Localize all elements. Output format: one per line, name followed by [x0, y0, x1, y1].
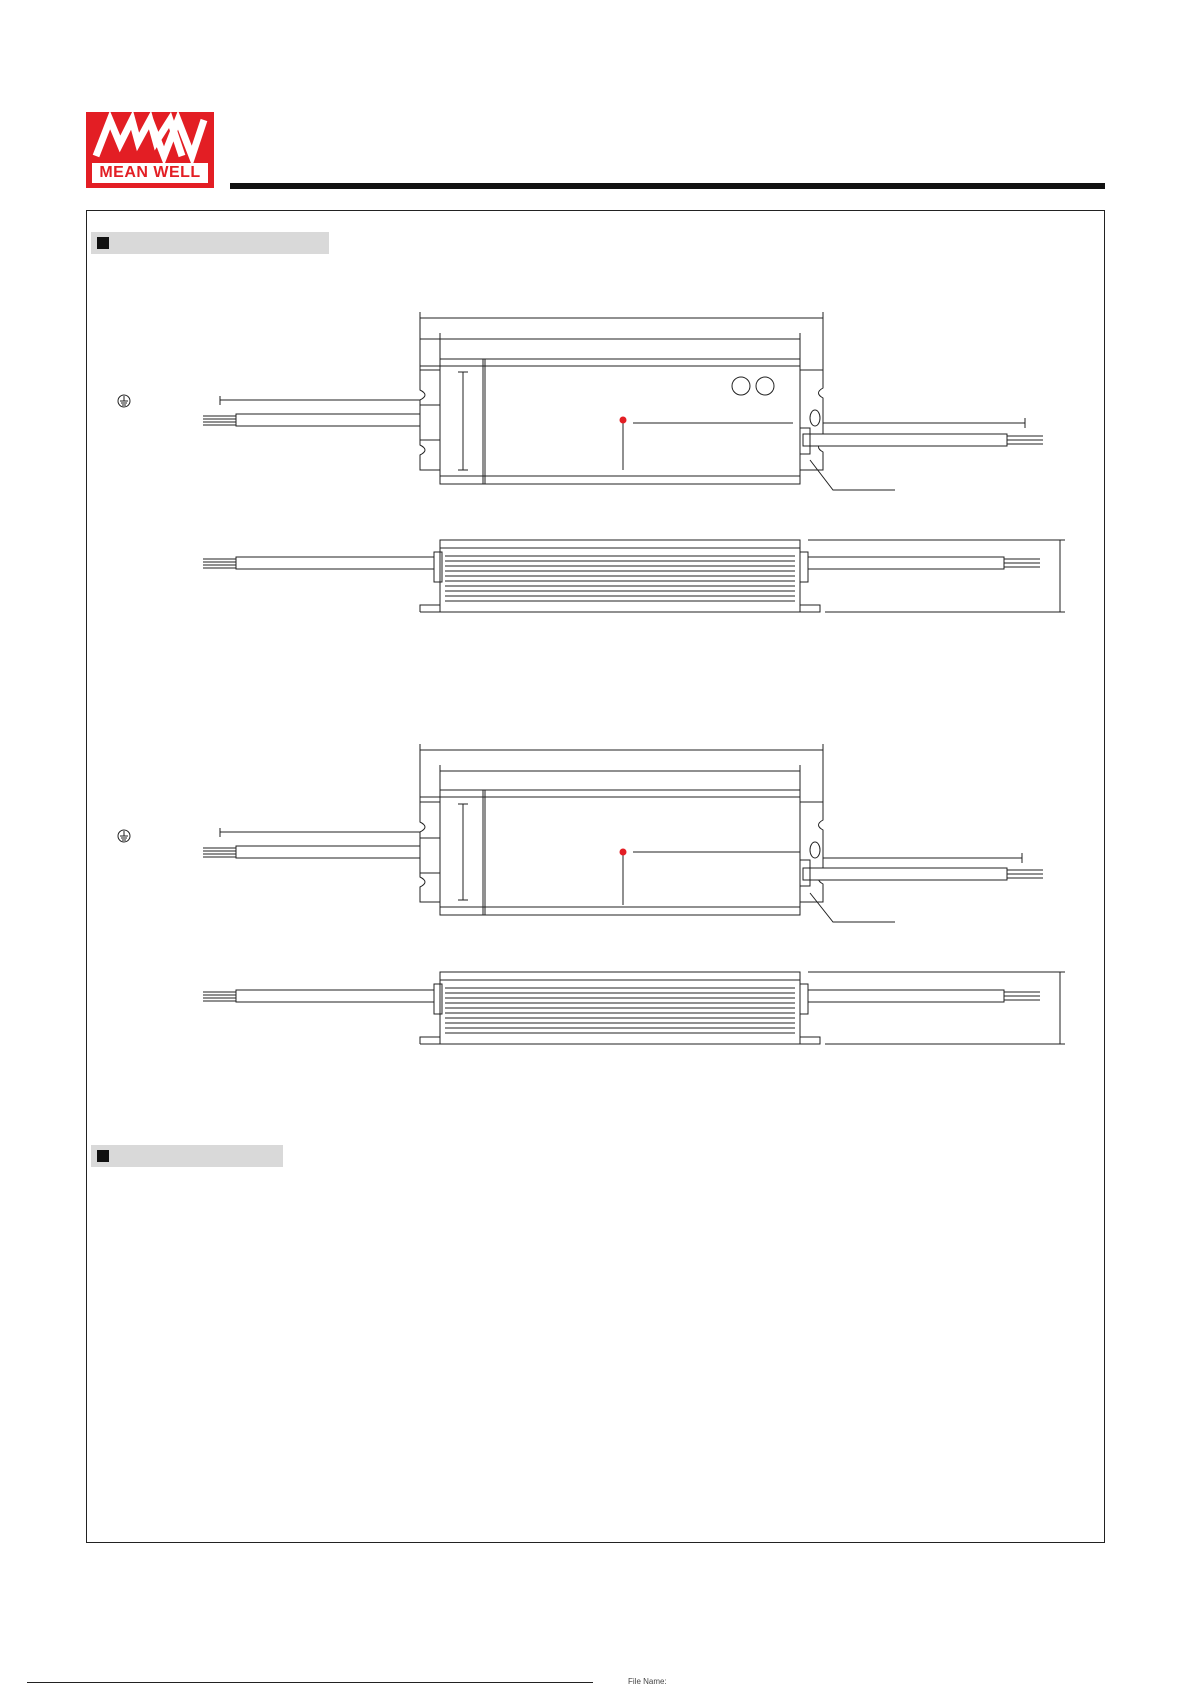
footer-rule: [27, 1682, 593, 1683]
logo-text: MEAN WELL: [92, 163, 208, 183]
footer-file-name: File Name:: [628, 1677, 667, 1686]
drawing-1-top-view: [118, 312, 1043, 490]
drawing-1-side-view: [203, 540, 1065, 612]
drawing-2-side-view: [203, 972, 1065, 1044]
drawing-2-top-view: [118, 744, 1043, 922]
center-of-gravity-dot-1: [620, 417, 627, 424]
center-of-gravity-dot-2: [620, 849, 627, 856]
